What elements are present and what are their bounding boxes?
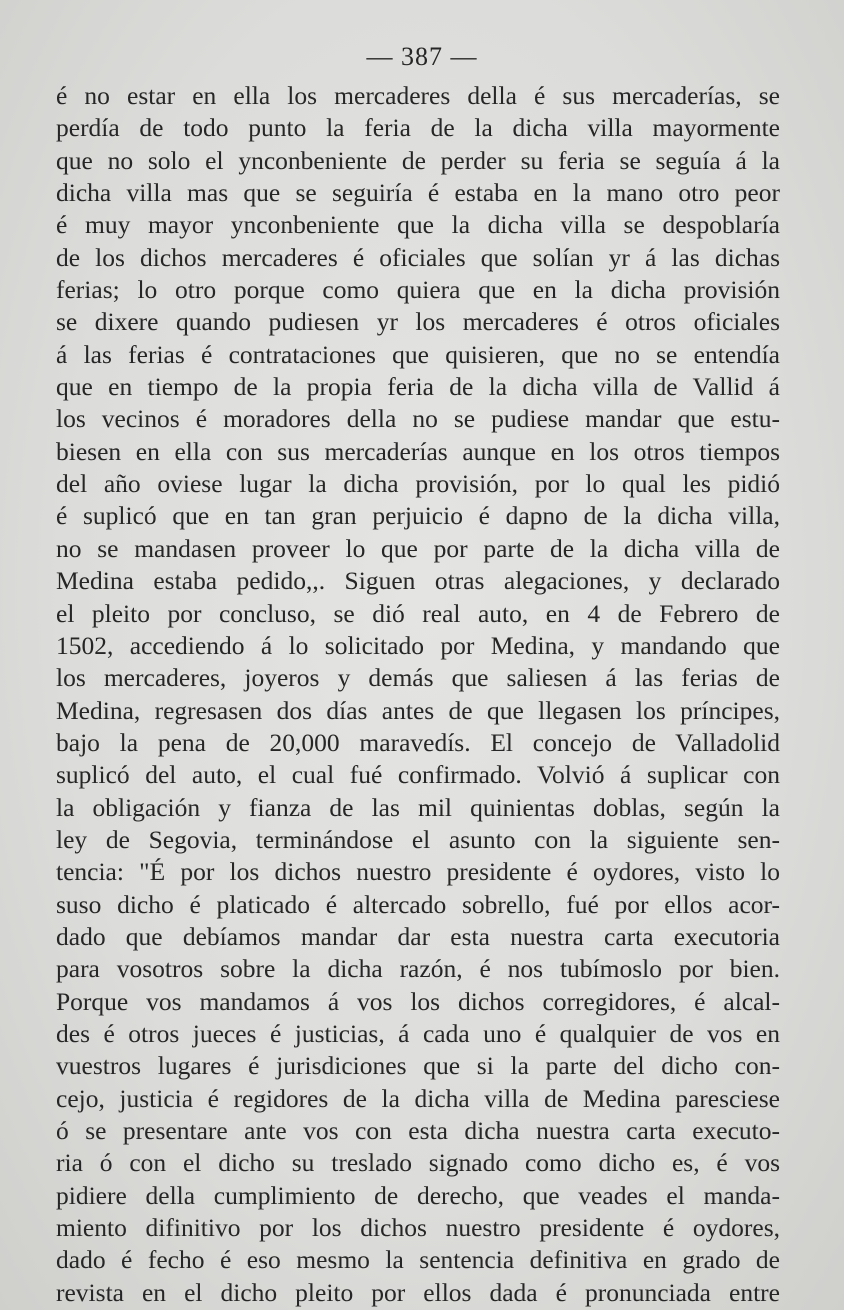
text-line: los mercaderes, joyeros y demás que saliesen á las ferias de bbox=[56, 663, 780, 693]
text-line: ria ó con el dicho su treslado signado como dicho es, é vos bbox=[56, 1148, 780, 1178]
text-line: biesen en ella con sus mercaderías aunque en los otros tiempos bbox=[56, 436, 780, 466]
text-line: revista en el dicho pleito por ellos dada é pronunciada entre bbox=[56, 1277, 780, 1307]
text-line: é muy mayor ynconbeniente que la dicha villa se despoblaría bbox=[56, 210, 780, 240]
text-line: á las ferias é contrataciones que quisieren, que no se entendía bbox=[56, 339, 780, 369]
text-line: de los dichos mercaderes é oficiales que solían yr á las dichas bbox=[56, 242, 780, 272]
text-line: Medina estaba pedido,,. Siguen otras alegaciones, y declarado bbox=[56, 566, 780, 596]
text-line: el pleito por concluso, se dió real auto, en 4 de Febrero de bbox=[56, 598, 780, 628]
text-line: bajo la pena de 20,000 maravedís. El concejo de Valladolid bbox=[56, 727, 780, 757]
text-line: suplicó del auto, el cual fué confirmado. Volvió á suplicar con bbox=[56, 760, 780, 790]
text-line: dicha villa mas que se seguiría é estaba en la mano otro peor bbox=[56, 178, 780, 208]
page-number: — 387 — bbox=[366, 42, 478, 71]
text-line: cejo, justicia é regidores de la dicha villa de Medina paresciese bbox=[56, 1083, 780, 1113]
text-line: la obligación y fianza de las mil quinientas doblas, según la bbox=[56, 792, 780, 822]
text-line: tencia: "É por los dichos nuestro presidente é oydores, visto lo bbox=[56, 857, 780, 887]
text-line: perdía de todo punto la feria de la dicha villa mayormente bbox=[56, 113, 780, 143]
text-line: suso dicho é platicado é altercado sobrello, fué por ellos acor- bbox=[56, 889, 780, 919]
text-line: dado que debíamos mandar dar esta nuestra carta executoria bbox=[56, 921, 780, 951]
text-line: ó se presentare ante vos con esta dicha nuestra carta executo- bbox=[56, 1116, 780, 1145]
text-line: miento difinitivo por los dichos nuestro presidente é oydores, bbox=[56, 1213, 780, 1243]
text-line: del año oviese lugar la dicha provisión, por lo qual les pidió bbox=[56, 469, 780, 499]
text-line: Medina, regresasen dos días antes de que llegasen los príncipes, bbox=[56, 695, 780, 725]
text-line: é no estar en ella los mercaderes della é sus mercaderías, se bbox=[56, 81, 780, 110]
text-line: 1502, accediendo á lo solicitado por Medina, y mandando que bbox=[56, 630, 780, 660]
text-line: que no solo el ynconbeniente de perder su feria se seguía á la bbox=[56, 145, 780, 175]
text-line: que en tiempo de la propia feria de la dicha villa de Vallid á bbox=[56, 372, 780, 402]
text-line: ley de Segovia, terminándose el asunto con la siguiente sen- bbox=[56, 824, 780, 854]
text-line: é suplicó que en tan gran perjuicio é dapno de la dicha villa, bbox=[56, 501, 780, 531]
text-line: pidiere della cumplimiento de derecho, que veades el manda- bbox=[56, 1180, 780, 1210]
text-line: Porque vos mandamos á vos los dichos corregidores, é alcal- bbox=[56, 986, 780, 1016]
text-line: para vosotros sobre la dicha razón, é nos tubímoslo por bien. bbox=[56, 954, 780, 984]
text-line: se dixere quando pudiesen yr los mercaderes é otros oficiales bbox=[56, 307, 780, 337]
text-line: dado é fecho é eso mesmo la sentencia definitiva en grado de bbox=[56, 1245, 780, 1275]
body-text bbox=[56, 80, 780, 1309]
text-line: vuestros lugares é jurisdiciones que si la parte del dicho con- bbox=[56, 1051, 780, 1081]
text-line: los vecinos é moradores della no se pudiese mandar que estu- bbox=[56, 404, 780, 434]
text-line: des é otros jueces é justicias, á cada uno é qualquier de vos en bbox=[56, 1018, 780, 1048]
text-line: ferias; lo otro porque como quiera que en la dicha provisión bbox=[56, 275, 780, 305]
text-line: no se mandasen proveer lo que por parte de la dicha villa de bbox=[56, 533, 780, 563]
